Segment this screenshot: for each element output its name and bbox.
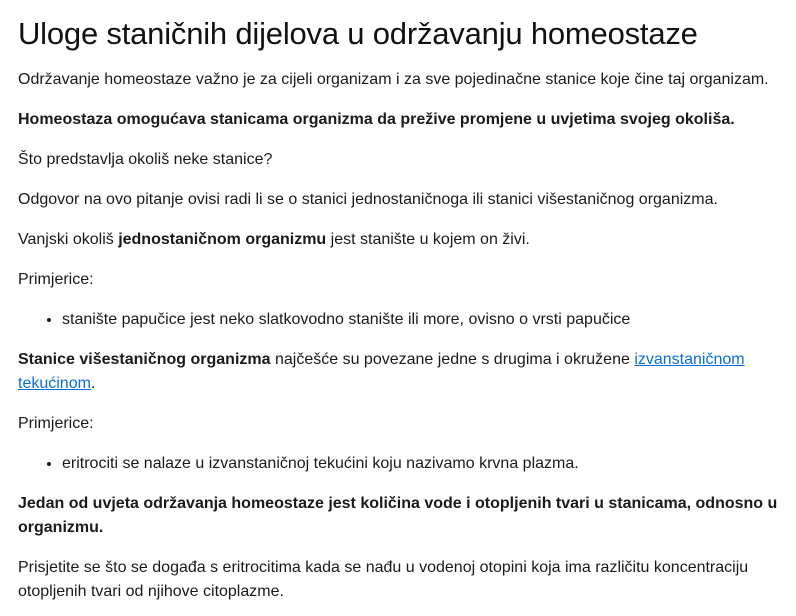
condition-paragraph: [18, 492, 788, 540]
page-title: Uloge staničnih dijelova u održavanju homeostaze: [18, 16, 698, 51]
homeostasis-statement-text: Homeostaza omogućava stanicama organizma da prežive promjene u uvjetima svojeg okoliša.: [18, 111, 735, 128]
multicellular-middle: najčešće su povezane jedne s drugima i okružene: [270, 351, 635, 368]
multicellular-paragraph: [18, 348, 788, 396]
unicellular-suffix: jest stanište u kojem on živi.: [326, 231, 530, 248]
list-item: • eritrociti se nalaze u izvanstaničnoj tekućini koju nazivamo krvna plazma.: [62, 452, 788, 476]
answer-paragraph: Odgovor na ovo pitanje ovisi radi li se o stanici jednostaničnoga ili stanici višestaničnog organizma.: [18, 191, 718, 208]
closing-paragraph: Prisjetite se što se događa s eritrocitima kada se nađu u vodenoj otopini koja ima različitu koncentraciju otopljenih tvari od njihove citoplazme.: [18, 559, 749, 600]
extracellular-fluid-link[interactable]: izvanstaničnom tekućinom: [18, 351, 745, 392]
question-paragraph: Što predstavlja okoliš neke stanice?: [18, 151, 273, 168]
unicellular-bold: jednostaničnom organizmu: [118, 231, 327, 248]
condition-text: Jedan od uvjeta održavanja homeostaze jest količina vode i otopljenih tvari u stanicama, odnosno u organizmu.: [18, 495, 778, 536]
examples-list-1: [18, 308, 788, 332]
multicellular-end: .: [90, 375, 96, 392]
examples-label: Primjerice:: [18, 415, 94, 432]
unicellular-paragraph: [18, 228, 788, 252]
unicellular-prefix: Vanjski okoliš: [18, 231, 119, 248]
multicellular-bold: Stanice višestaničnog organizma: [18, 351, 271, 368]
examples-list-2: [18, 452, 788, 476]
homeostasis-statement: [18, 108, 788, 132]
list-item: • stanište papučice jest neko slatkovodno stanište ili more, ovisno o vrsti papučice: [62, 308, 788, 332]
examples-label: Primjerice:: [18, 271, 94, 288]
intro-paragraph: Održavanje homeostaze važno je za cijeli organizam i za sve pojedinačne stanice koje čine taj organizam.: [18, 71, 769, 88]
